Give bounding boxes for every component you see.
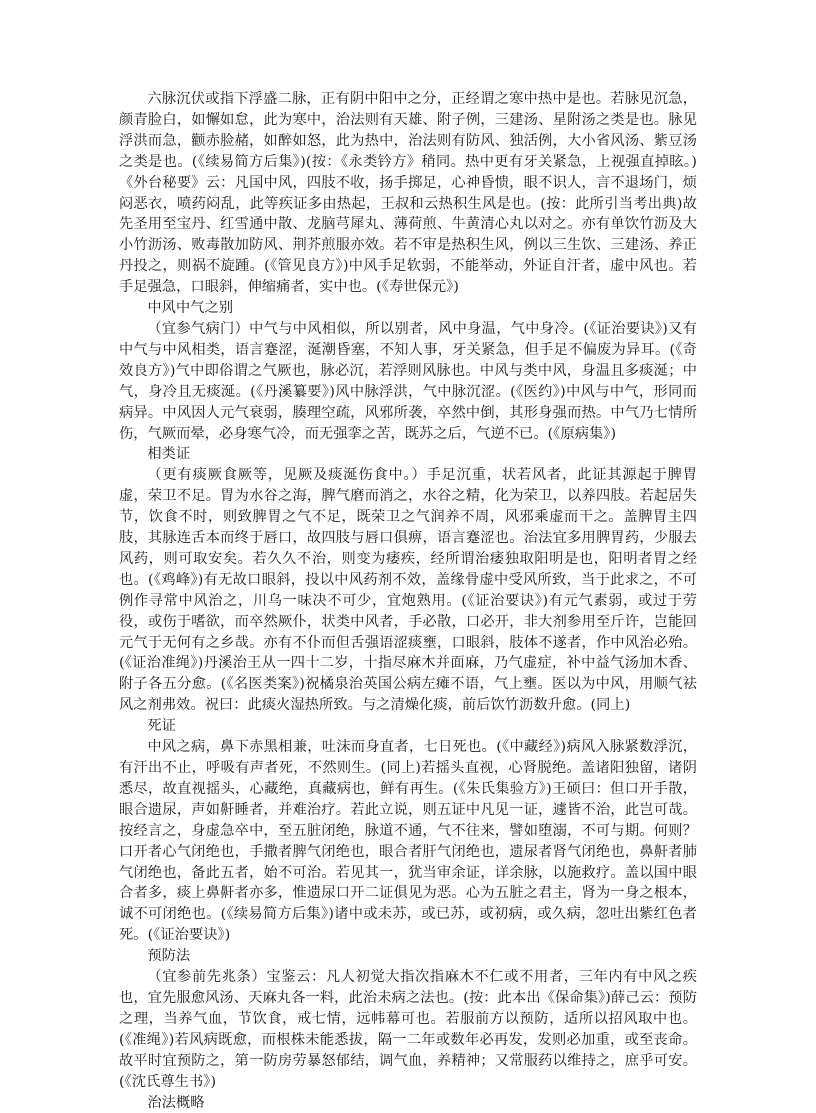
paragraph-prevention: （宜参前先兆条）宝鉴云：凡人初觉大指次指麻木不仁或不用者，三年内有中风之疾也，宜先服愈风汤、天麻丸各一料，此治未病之法也。(按：此本出《保命集》)薛己云：预防之理，当养气血，节饮食，戒七情，远帏幕可也。若服前方以预防，适所以招风取中也。(《准绳》)若风病既愈，而根株未能悉拔，隔一二年或数年必再发，发则必加重，或至丧命。故平时宜预防之，第一防房劳暴怒郁结，调气血，养精神；又常服药以维持之，庶乎可安。(《沈氏尊生书》) [119, 967, 697, 1092]
paragraph-yin-yang-pulse: 六脉沉伏或指下浮盛二脉，正有阴中阳中之分，正经谓之寒中热中是也。若脉见沉急，颜青脸白，如懈如怠，此为寒中，治法则有天雄、附子例，三建汤、星附汤之类是也。脉见浮洪而急，颧赤脸赭，如醉如怒，此为热中，治法则有防风、独活例，大小省风汤、紫豆汤之类是也。(《续易简方后集》)(按：《永类钤方》稍同。热中更有牙关紧急，上视强直掉眩。)《外台秘要》云：凡国中风，四肢不收，扬手掷足，心神昏愦，眼不识人，言不退场门，烦闷恶衣，喷药闷乱，此等疾证多由热起，王叔和云热积生风是也。(按：此所引当考出典)故先圣用至宝丹、红雪通中散、龙脑芎犀丸、薄荷煎、牛黄清心丸以对之。亦有单饮竹沥及大小竹沥汤、败毒散加防风、荆芥煎服亦效。若不审是热积生风，例以三生饮、三建汤、养正丹投之，则祸不旋踵。(《管见良方》)中风手足软弱，不能举动，外证自汗者，虚中风也。若手足强急，口眼斜，伸缩痛者，实中也。(《寿世保元》) [119, 89, 697, 298]
heading-similar-syndromes: 相类证 [119, 444, 697, 465]
heading-stroke-vs-qi-stroke: 中风中气之别 [119, 298, 697, 319]
paragraph-stroke-vs-qi-stroke: （宜参气病门）中气与中风相似，所以别者，风中身温，气中身冷。(《证治要诀》)又有中气与中风相类，语言蹇涩，涎潮昏塞，不知人事，牙关紧急，但手足不偏废为异耳。(《奇效良方》)气中即俗谓之气厥也，脉必沉，若浮则风脉也。中风与类中风，身温且多痰涎；中气，身冷且无痰涎。(《丹溪纂要》)风中脉浮洪，气中脉沉涩。(《医约》)中风与中气，形同而病异。中风因人元气衰弱，腠理空疏，风邪所袭，卒然中倒，其形身强而热。中气乃七情所伤，气厥而晕，必身寒气冷，而无强挛之苦，既苏之后，气逆不已。(《原病集》) [119, 319, 697, 444]
heading-fatal-signs: 死证 [119, 716, 697, 737]
paragraph-fatal-signs: 中风之病，鼻下赤黑相兼，吐沫而身直者，七日死也。(《中藏经》)病风入脉紧数浮沉，有汗出不止，呼吸有声者死，不然则生。(同上)若摇头直视，心肾脱绝。盖诸阳独留，诸阴悉尽，故直视摇头，心藏绝，真藏病也，鲜有再生。(《朱氏集验方》)王硕曰：但口开手散，眼合遗尿，声如鼾睡者，并难治疗。若此立说，则五证中凡见一证，遽皆不治，此岂可哉。按经言之，身虚急卒中，至五脏闭绝，脉道不通，气不往来，譬如堕溺，不可与期。何则？口开者心气闭绝也，手撒者脾气闭绝也，眼合者肝气闭绝也，遗尿者肾气闭绝也，鼻鼾者肺气闭绝也，备此五者，始不可治。若见其一，犹当审余证，详余脉，以施救疗。盖以国中眼合者多，痰上鼻鼾者亦多，惟遗尿口开二证俱见为恶。心为五脏之君主，肾为一身之根本，诚不可闭绝也。(《续易简方后集》)诸中或未苏，或已苏，或初病，或久病，忽吐出紫红色者死。(《证治要诀》) [119, 737, 697, 946]
paragraph-similar-syndromes: （更有痰厥食厥等，见厥及痰涎伤食中。）手足沉重，状若风者，此证其源起于脾胃虚，荣卫不足。胃为水谷之海，脾气磨而消之，水谷之精，化为荣卫，以养四肢。若起居失节，饮食不时，则致脾胃之气不足，既荣卫之气润养不周，风邪乘虚而干之。盖脾胃主四肢，其脉连舌本而终于唇口，故四肢与唇口俱痹，语言蹇涩也。治法宜多用脾胃药，少服去风药，则可取安矣。若久久不治，则变为痿疾，经所谓治痿独取阳明是也，阳明者胃之经也。(《鸡峰》)有无故口眼斜，投以中风药剂不效，盖缘骨虚中受风所致，当于此求之，不可例作寻常中风治之，川乌一味决不可少，宜炮熟用。(《证治要诀》)有元气素弱，或过于劳役，或伤于嗜欲，而卒然厥仆，状类中风者，手必散，口必开，非大剂参用至斤许，岂能回元气于无何有之乡哉。亦有不仆而但舌强语涩痰壅，口眼斜，肢体不遂者，作中风治必殆。(《证治准绳》)丹溪治王从一四十二岁，十指尽麻木并面麻，乃气虚症，补中益气汤加木香、附子各五分愈。(《名医类案》)祝橘泉治英国公病左瘫不语，气上壅。医以为中风，用顺气祛风之剂弗效。祝曰：此痰火湿热所致。与之清燥化痰，前后饮竹沥数升愈。(同上) [119, 465, 697, 716]
document-page [119, 89, 697, 1113]
heading-prevention: 预防法 [119, 946, 697, 967]
heading-treatment-outline: 治法概略 [119, 1093, 697, 1113]
